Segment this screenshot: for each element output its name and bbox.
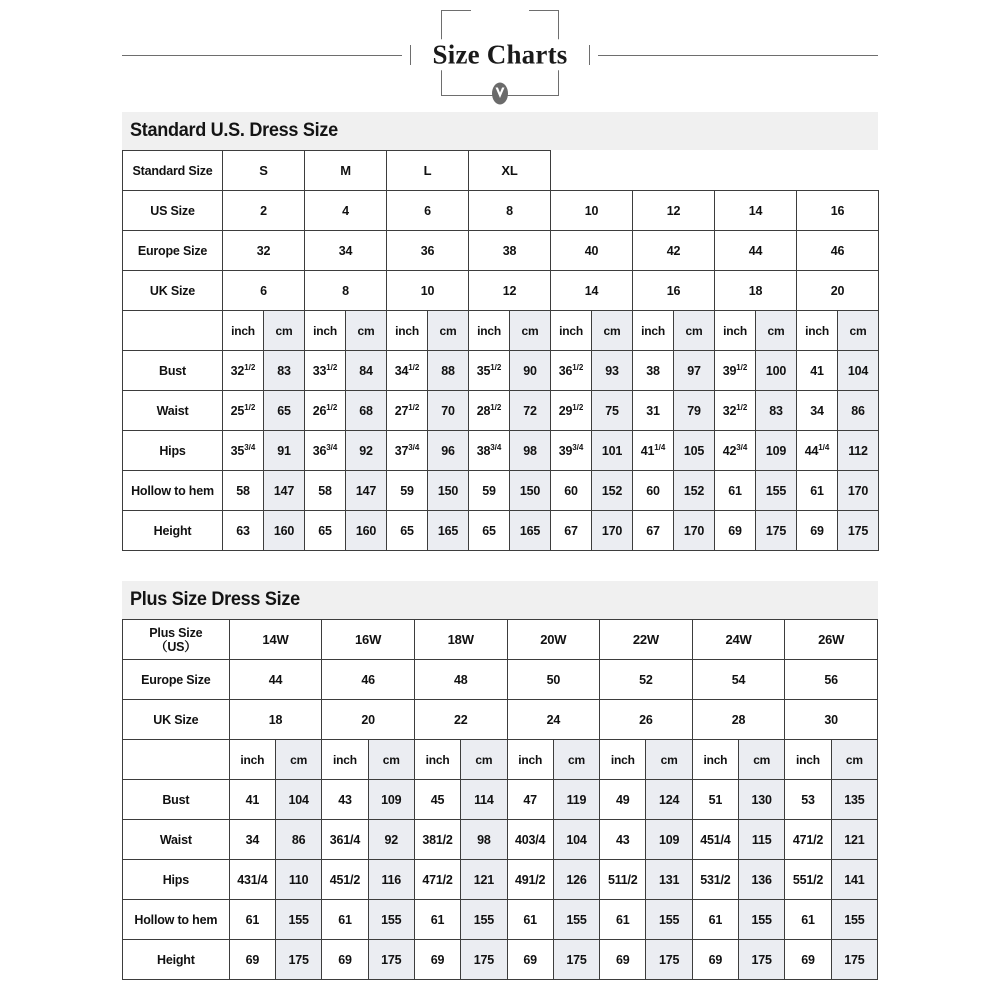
unit-header-inch: inch	[387, 311, 428, 351]
row-label: Waist	[123, 820, 230, 860]
unit-row-blank	[123, 311, 223, 351]
row-value: 8	[305, 271, 387, 311]
unit-header-cm: cm	[674, 311, 715, 351]
measure-cell: 92	[346, 431, 387, 471]
size-group-header: 14W	[229, 620, 322, 660]
measure-cell: 175	[831, 940, 877, 980]
measure-cell: 60	[551, 471, 592, 511]
measure-cell: 69	[414, 940, 460, 980]
measure-cell: 403/4	[507, 820, 553, 860]
measure-cell: 121	[461, 860, 507, 900]
row-value: 22	[414, 700, 507, 740]
row-value: 10	[551, 191, 633, 231]
measure-cell: 160	[346, 511, 387, 551]
unit-header-inch: inch	[797, 311, 838, 351]
measure-cell: 75	[592, 391, 633, 431]
measure-cell: 165	[510, 511, 551, 551]
measure-cell: 170	[838, 471, 879, 511]
measure-cell: 98	[510, 431, 551, 471]
size-group-header: XL	[469, 151, 551, 191]
measure-cell: 147	[346, 471, 387, 511]
row-label: Bust	[123, 351, 223, 391]
measure-cell: 175	[646, 940, 692, 980]
row-value: 28	[692, 700, 785, 740]
measure-cell: 109	[756, 431, 797, 471]
row-value: 24	[507, 700, 600, 740]
row-value: 6	[387, 191, 469, 231]
measure-cell: 109	[646, 820, 692, 860]
table-row	[123, 940, 878, 980]
row-value: 52	[600, 660, 693, 700]
measure-cell: 104	[838, 351, 879, 391]
section-header-standard	[122, 112, 878, 150]
table-row	[123, 900, 878, 940]
measure-cell: $35^{3/4}$	[223, 431, 264, 471]
unit-header-cm: cm	[646, 740, 692, 780]
measure-cell: 104	[553, 820, 599, 860]
row-value: 46	[322, 660, 415, 700]
section-standard	[122, 112, 878, 551]
unit-header-inch: inch	[414, 740, 460, 780]
measure-cell: 119	[553, 780, 599, 820]
standard-size-table	[122, 150, 879, 551]
row-value: 2	[223, 191, 305, 231]
measure-cell: 84	[346, 351, 387, 391]
size-group-header: M	[305, 151, 387, 191]
row-label: Europe Size	[123, 660, 230, 700]
row-value: 40	[551, 231, 633, 271]
measure-cell: 98	[461, 820, 507, 860]
measure-cell: 471/2	[414, 860, 460, 900]
measure-cell: $35^{1/2}$	[469, 351, 510, 391]
unit-header-inch: inch	[223, 311, 264, 351]
measure-cell: 96	[428, 431, 469, 471]
measure-cell: $34^{1/2}$	[387, 351, 428, 391]
measure-cell: 65	[264, 391, 305, 431]
table-row	[123, 231, 879, 271]
unit-header-cm: cm	[756, 311, 797, 351]
measure-cell: 67	[551, 511, 592, 551]
measure-cell: 59	[469, 471, 510, 511]
measure-cell: 97	[674, 351, 715, 391]
row-value: 38	[469, 231, 551, 271]
unit-row	[123, 311, 879, 351]
table-row	[123, 351, 879, 391]
measure-cell: 131	[646, 860, 692, 900]
unit-row	[123, 740, 878, 780]
table-row	[123, 511, 879, 551]
measure-cell: 175	[838, 511, 879, 551]
measure-cell: 155	[275, 900, 321, 940]
measure-cell: 152	[674, 471, 715, 511]
measure-cell: 170	[674, 511, 715, 551]
measure-cell: 114	[461, 780, 507, 820]
measure-cell: 79	[674, 391, 715, 431]
measure-cell: 58	[223, 471, 264, 511]
table-row	[123, 780, 878, 820]
row-value: 56	[785, 660, 878, 700]
measure-cell: 67	[633, 511, 674, 551]
unit-header-inch: inch	[692, 740, 738, 780]
measure-cell: 491/2	[507, 860, 553, 900]
measure-cell: 61	[229, 900, 275, 940]
measure-cell: $33^{1/2}$	[305, 351, 346, 391]
measure-cell: 41	[797, 351, 838, 391]
unit-header-inch: inch	[507, 740, 553, 780]
row-value: 16	[633, 271, 715, 311]
size-group-header: 22W	[600, 620, 693, 660]
unit-header-inch: inch	[551, 311, 592, 351]
measure-cell: 91	[264, 431, 305, 471]
measure-cell: 65	[305, 511, 346, 551]
measure-cell: 150	[428, 471, 469, 511]
measure-cell: 69	[797, 511, 838, 551]
row-value: 18	[715, 271, 797, 311]
measure-cell: 69	[692, 940, 738, 980]
row-value: 36	[387, 231, 469, 271]
plus-size-table	[122, 619, 878, 980]
size-group-header: 18W	[414, 620, 507, 660]
measure-cell: 150	[510, 471, 551, 511]
measure-cell: 124	[646, 780, 692, 820]
measure-cell: 175	[461, 940, 507, 980]
measure-cell: 31	[633, 391, 674, 431]
measure-cell: 68	[346, 391, 387, 431]
unit-header-inch: inch	[633, 311, 674, 351]
table-row	[123, 191, 879, 231]
measure-cell: 155	[368, 900, 414, 940]
unit-header-cm: cm	[553, 740, 599, 780]
measure-cell: $28^{1/2}$	[469, 391, 510, 431]
measure-cell: $36^{1/2}$	[551, 351, 592, 391]
label-column-header: Standard Size	[123, 151, 223, 191]
measure-cell: 170	[592, 511, 633, 551]
measure-cell: 471/2	[785, 820, 831, 860]
unit-header-inch: inch	[715, 311, 756, 351]
measure-cell: 69	[785, 940, 831, 980]
frame-corner-top-left	[441, 10, 471, 40]
measure-cell: 61	[414, 900, 460, 940]
measure-cell: 531/2	[692, 860, 738, 900]
measure-cell: 165	[428, 511, 469, 551]
measure-cell: 38	[633, 351, 674, 391]
measure-cell: 160	[264, 511, 305, 551]
row-value: 32	[223, 231, 305, 271]
row-value: 4	[305, 191, 387, 231]
measure-cell: 451/4	[692, 820, 738, 860]
measure-cell: $29^{1/2}$	[551, 391, 592, 431]
measure-cell: 45	[414, 780, 460, 820]
measure-cell: 361/4	[322, 820, 368, 860]
measure-cell: $41^{1/4}$	[633, 431, 674, 471]
title-rule-left	[122, 55, 402, 56]
measure-cell: 100	[756, 351, 797, 391]
row-label: Height	[123, 940, 230, 980]
size-group-header: L	[387, 151, 469, 191]
shield-v-ornament-icon	[491, 82, 510, 105]
measure-cell: 105	[674, 431, 715, 471]
section-plus	[122, 581, 878, 980]
table-row	[123, 860, 878, 900]
unit-header-inch: inch	[229, 740, 275, 780]
page-title-block	[122, 0, 878, 112]
title-tick-right	[589, 45, 590, 65]
measure-cell: 43	[322, 780, 368, 820]
measure-cell: 141	[831, 860, 877, 900]
measure-cell: 136	[739, 860, 785, 900]
measure-cell: 69	[229, 940, 275, 980]
row-value: 6	[223, 271, 305, 311]
row-label: UK Size	[123, 271, 223, 311]
section-gap	[0, 551, 1000, 581]
measure-cell: 60	[633, 471, 674, 511]
row-value: 30	[785, 700, 878, 740]
measure-cell: 65	[469, 511, 510, 551]
measure-cell: 83	[756, 391, 797, 431]
measure-cell: 121	[831, 820, 877, 860]
measure-cell: $39^{3/4}$	[551, 431, 592, 471]
measure-cell: $42^{3/4}$	[715, 431, 756, 471]
measure-cell: 92	[368, 820, 414, 860]
measure-cell: 86	[275, 820, 321, 860]
label-column-header: Plus Size （US）	[123, 620, 230, 660]
row-value: 20	[797, 271, 879, 311]
row-value: 54	[692, 660, 785, 700]
measure-cell: 47	[507, 780, 553, 820]
unit-row-blank	[123, 740, 230, 780]
measure-cell: 101	[592, 431, 633, 471]
measure-cell: $27^{1/2}$	[387, 391, 428, 431]
measure-cell: 551/2	[785, 860, 831, 900]
measure-cell: 72	[510, 391, 551, 431]
unit-header-inch: inch	[785, 740, 831, 780]
measure-cell: 155	[756, 471, 797, 511]
section-header-plus	[122, 581, 878, 619]
measure-cell: 43	[600, 820, 646, 860]
unit-header-cm: cm	[264, 311, 305, 351]
measure-cell: 41	[229, 780, 275, 820]
row-label: UK Size	[123, 700, 230, 740]
table-row	[123, 271, 879, 311]
measure-cell: 69	[322, 940, 368, 980]
size-group-header: 24W	[692, 620, 785, 660]
measure-cell: 69	[600, 940, 646, 980]
unit-header-cm: cm	[275, 740, 321, 780]
measure-cell: $36^{3/4}$	[305, 431, 346, 471]
measure-cell: 155	[739, 900, 785, 940]
row-label: Bust	[123, 780, 230, 820]
measure-cell: 110	[275, 860, 321, 900]
measure-cell: 61	[600, 900, 646, 940]
measure-cell: 65	[387, 511, 428, 551]
unit-header-cm: cm	[510, 311, 551, 351]
row-label: Europe Size	[123, 231, 223, 271]
row-label: Hollow to hem	[123, 471, 223, 511]
measure-cell: 61	[507, 900, 553, 940]
measure-cell: 61	[715, 471, 756, 511]
measure-cell: 431/4	[229, 860, 275, 900]
row-label: US Size	[123, 191, 223, 231]
row-value: 12	[469, 271, 551, 311]
row-value: 8	[469, 191, 551, 231]
unit-header-cm: cm	[346, 311, 387, 351]
measure-cell: $32^{1/2}$	[223, 351, 264, 391]
table-row	[123, 391, 879, 431]
measure-cell: 175	[275, 940, 321, 980]
row-value: 12	[633, 191, 715, 231]
measure-cell: 63	[223, 511, 264, 551]
measure-cell: 49	[600, 780, 646, 820]
row-value: 14	[715, 191, 797, 231]
measure-cell: 58	[305, 471, 346, 511]
measure-cell: 175	[553, 940, 599, 980]
group-header-row	[123, 620, 878, 660]
measure-cell: 116	[368, 860, 414, 900]
row-value: 14	[551, 271, 633, 311]
unit-header-cm: cm	[368, 740, 414, 780]
title-tick-left	[410, 45, 411, 65]
measure-cell: 175	[368, 940, 414, 980]
unit-header-cm: cm	[739, 740, 785, 780]
frame-corner-bottom-left	[441, 66, 471, 96]
measure-cell: 61	[797, 471, 838, 511]
measure-cell: $32^{1/2}$	[715, 391, 756, 431]
measure-cell: 61	[692, 900, 738, 940]
row-label: Height	[123, 511, 223, 551]
measure-cell: 34	[229, 820, 275, 860]
unit-header-inch: inch	[600, 740, 646, 780]
measure-cell: 126	[553, 860, 599, 900]
row-value: 42	[633, 231, 715, 271]
unit-header-cm: cm	[461, 740, 507, 780]
row-value: 50	[507, 660, 600, 700]
measure-cell: 69	[715, 511, 756, 551]
measure-cell: $25^{1/2}$	[223, 391, 264, 431]
frame-corner-bottom-right	[529, 66, 559, 96]
measure-cell: $26^{1/2}$	[305, 391, 346, 431]
row-value: 16	[797, 191, 879, 231]
measure-cell: 155	[553, 900, 599, 940]
measure-cell: 61	[322, 900, 368, 940]
measure-cell: 152	[592, 471, 633, 511]
unit-header-inch: inch	[305, 311, 346, 351]
unit-header-inch: inch	[469, 311, 510, 351]
group-header-row	[123, 151, 879, 191]
measure-cell: 69	[507, 940, 553, 980]
size-group-header: 20W	[507, 620, 600, 660]
measure-cell: 53	[785, 780, 831, 820]
size-group-header: 26W	[785, 620, 878, 660]
row-value: 44	[229, 660, 322, 700]
unit-header-inch: inch	[322, 740, 368, 780]
title-rule-right	[598, 55, 878, 56]
table-row	[123, 660, 878, 700]
measure-cell: 93	[592, 351, 633, 391]
measure-cell: 83	[264, 351, 305, 391]
measure-cell: 59	[387, 471, 428, 511]
row-label: Hips	[123, 860, 230, 900]
row-value: 34	[305, 231, 387, 271]
measure-cell: 109	[368, 780, 414, 820]
measure-cell: $39^{1/2}$	[715, 351, 756, 391]
section-title-standard: Standard U.S. Dress Size	[130, 120, 338, 141]
measure-cell: 115	[739, 820, 785, 860]
section-title-plus: Plus Size Dress Size	[130, 589, 300, 610]
measure-cell: 70	[428, 391, 469, 431]
unit-header-cm: cm	[592, 311, 633, 351]
unit-header-cm: cm	[831, 740, 877, 780]
row-label: Hips	[123, 431, 223, 471]
row-value: 18	[229, 700, 322, 740]
page-title: Size Charts	[426, 39, 575, 70]
measure-cell: 175	[739, 940, 785, 980]
table-row	[123, 471, 879, 511]
measure-cell: 511/2	[600, 860, 646, 900]
frame-corner-top-right	[529, 10, 559, 40]
measure-cell: 381/2	[414, 820, 460, 860]
measure-cell: 175	[756, 511, 797, 551]
size-group-header: 16W	[322, 620, 415, 660]
row-label: Hollow to hem	[123, 900, 230, 940]
row-value: 10	[387, 271, 469, 311]
measure-cell: 34	[797, 391, 838, 431]
measure-cell: $44^{1/4}$	[797, 431, 838, 471]
measure-cell: 155	[646, 900, 692, 940]
measure-cell: 130	[739, 780, 785, 820]
measure-cell: 88	[428, 351, 469, 391]
measure-cell: 155	[461, 900, 507, 940]
unit-header-cm: cm	[838, 311, 879, 351]
measure-cell: 155	[831, 900, 877, 940]
row-value: 20	[322, 700, 415, 740]
measure-cell: 86	[838, 391, 879, 431]
size-group-header: S	[223, 151, 305, 191]
measure-cell: 104	[275, 780, 321, 820]
measure-cell: 112	[838, 431, 879, 471]
unit-header-cm: cm	[428, 311, 469, 351]
table-row	[123, 820, 878, 860]
measure-cell: 451/2	[322, 860, 368, 900]
table-row	[123, 431, 879, 471]
row-value: 48	[414, 660, 507, 700]
measure-cell: $37^{3/4}$	[387, 431, 428, 471]
table-row	[123, 700, 878, 740]
measure-cell: 61	[785, 900, 831, 940]
row-value: 44	[715, 231, 797, 271]
row-value: 26	[600, 700, 693, 740]
row-label: Waist	[123, 391, 223, 431]
measure-cell: 51	[692, 780, 738, 820]
measure-cell: 147	[264, 471, 305, 511]
measure-cell: 135	[831, 780, 877, 820]
measure-cell: $38^{3/4}$	[469, 431, 510, 471]
row-value: 46	[797, 231, 879, 271]
measure-cell: 90	[510, 351, 551, 391]
